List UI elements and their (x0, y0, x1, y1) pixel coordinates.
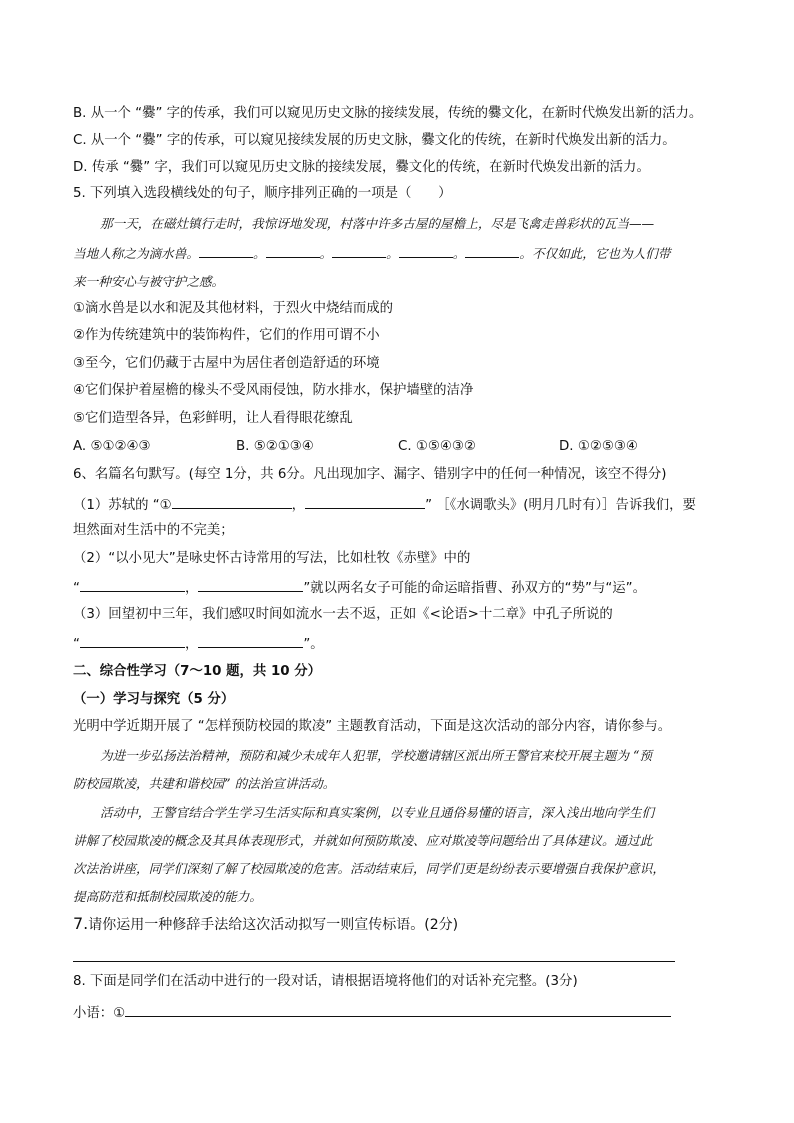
q5-options (73, 437, 734, 457)
q5-item-4: ④它们保护着屋檐的椽头不受风雨侵蚀，防水排水，保护墙壁的洁净 (73, 383, 474, 398)
q6-quote-open: “ (73, 581, 80, 596)
material-line-5: 次法治讲座，同学们深刻了解了校园欺凌的危害。活动结束后，同学们更是纷纷表示要增强自我保护意识， (73, 861, 665, 876)
q6-part1-text-2: ” ［《水调歌头》(明月几时有）］告诉我们，要 (425, 498, 696, 513)
q4-option-d: D. 传承 “爨” 字，我们可以窥见历史文脉的接续发展，爨文化的传统，在新时代焕发出新的活力。 (73, 160, 650, 175)
material-line-1: 为进一步弘扬法治精神，预防和减少未成年人犯罪，学校邀请辖区派出所王警官来校开展主题为 “预 (100, 748, 652, 763)
q6-part2-text: ”就以两名女子可能的命运暗指曹、孙双方的“势”与“运”。 (303, 581, 646, 596)
passage-text: 当地人称之为滴水兽。 (73, 246, 199, 261)
material-line-2: 防校园欺凌，共建和谐校园” 的法治宣讲活动。 (73, 776, 336, 791)
q5-passage-line1: 那一天，在磁灶镇行走时，我惊讶地发现，村落中许多古屋的屋檐上，尽是飞禽走兽彩状的瓦当—— (100, 216, 655, 231)
section2-intro: 光明中学近期开展了 “怎样预防校园的欺凌” 主题教育活动，下面是这次活动的部分内容，请你参与。 (73, 719, 672, 734)
q5-passage-line3: 来一种安心与被守护之感。 (73, 274, 225, 289)
q5-option-b[interactable]: B. ⑤②①③④ (236, 439, 314, 454)
q6-blank-6[interactable] (198, 633, 303, 648)
q7 (73, 914, 734, 935)
passage-sep: 。 (252, 246, 266, 261)
q6-sep: ， (291, 498, 306, 513)
q8-speaker: 小语：① (73, 1006, 126, 1021)
section2-subheading: （一）学习与探究（5 分） (73, 692, 235, 707)
q6-blank-1[interactable] (172, 494, 292, 509)
q5-item-5: ⑤它们造型各异，色彩鲜明，让人看得眼花缭乱 (73, 411, 353, 426)
q7-answer-line[interactable] (73, 961, 675, 962)
material-line-3: 活动中，王警官结合学生学习生活实际和真实案例，以专业且通俗易懂的语言，深入浅出地向学生们 (100, 805, 655, 820)
q6-quote-open: “ (73, 637, 80, 652)
q6-sep: ， (184, 637, 199, 652)
passage-blank-4 (399, 243, 453, 258)
q6-part1-cont: 坦然面对生活中的不完美； (73, 523, 234, 538)
material-line-4: 讲解了校园欺凌的概念及其具体表现形式，并就如何预防欺凌、应对欺凌等问题给出了具体建议。通过此 (73, 833, 653, 848)
q5-stem: 5. 下列填入选段横线处的句子，顺序排列正确的一项是（ ） (73, 186, 452, 201)
q8-answer-line[interactable] (125, 1002, 671, 1017)
q6-blank-2[interactable] (305, 494, 425, 509)
q8-text: 8. 下面是同学们在活动中进行的一段对话，请根据语境将他们的对话补充完整。(3分) (73, 974, 578, 989)
q5-item-3: ③至今，它们仍藏于古屋中为居住者创造舒适的环境 (73, 356, 380, 371)
passage-sep: 。 (319, 246, 333, 261)
passage-blank-5 (465, 243, 519, 258)
q6-part1-text: （1）苏轼的 “① (73, 498, 172, 513)
q7-number: 7. (73, 914, 89, 933)
passage-blank-3 (332, 243, 386, 258)
passage-sep: 。 (386, 246, 399, 261)
q6-part3: （3）回望初中三年，我们感叹时间如流水一去不返，正如《<论语>十二章》中孔子所说的 (73, 607, 613, 622)
q6-part1 (73, 494, 734, 516)
q5-option-d[interactable]: D. ①②⑤③④ (559, 439, 638, 454)
material-line-6: 提高防范和抵制校园欺凌的能力。 (73, 889, 262, 904)
q5-item-1: ①滴水兽是以水和泥及其他材料，于烈火中烧结而成的 (73, 301, 393, 316)
section2-heading: 二、综合性学习（7～10 题，共 10 分） (73, 664, 322, 679)
q5-option-c[interactable]: C. ①⑤④③② (398, 439, 476, 454)
passage-sep: 。 (452, 246, 466, 261)
q5-item-2: ②作为传统建筑中的装饰构件，它们的作用可谓不小 (73, 328, 380, 343)
q6-sep: ， (184, 581, 199, 596)
q8-answer-row (73, 1002, 734, 1024)
q5-passage-line2 (73, 243, 734, 264)
q4-option-b: B. 从一个 “爨” 字的传承，我们可以窥见历史文脉的接续发展，传统的爨文化，在新时代焕发出新的活力。 (73, 106, 703, 121)
q6-blank-3[interactable] (80, 577, 185, 592)
q4-option-c: C. 从一个 “爨” 字的传承，可以窥见接续发展的历史文脉，爨文化的传统，在新时代焕发出新的活力。 (73, 133, 676, 148)
q7-text: 请你运用一种修辞手法给这次活动拟写一则宣传标语。(2分) (88, 917, 459, 933)
q6-part3-line2 (73, 633, 734, 655)
q5-option-a[interactable]: A. ⑤①②④③ (73, 439, 151, 454)
passage-blank-1 (199, 243, 253, 258)
q6-quote-close: ”。 (303, 637, 324, 652)
q6-stem: 6、名篇名句默写。(每空 1分，共 6分。凡出现加字、漏字、错别字中的任何一种情况，该空不得分) (73, 467, 667, 482)
q6-blank-5[interactable] (80, 633, 185, 648)
passage-text-end: 。不仅如此，它也为人们带 (519, 246, 671, 261)
q6-part2: （2）“以小见大”是咏史怀古诗常用的写法，比如杜牧《赤壁》中的 (73, 551, 471, 566)
passage-blank-2 (266, 243, 320, 258)
q6-part2-line2 (73, 577, 734, 599)
q6-blank-4[interactable] (198, 577, 303, 592)
